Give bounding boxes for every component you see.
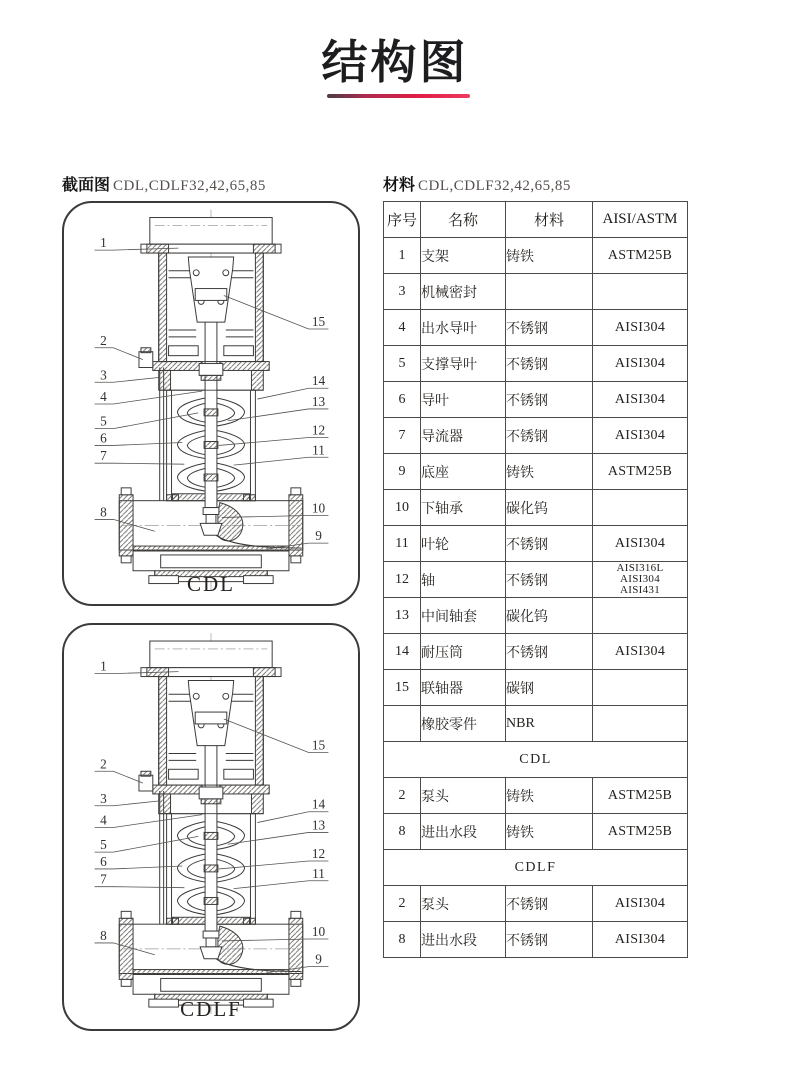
- callout-label: 11: [312, 442, 325, 458]
- cell-material: [506, 274, 593, 310]
- callout-label: 7: [100, 448, 107, 464]
- callout-label: 6: [100, 430, 107, 446]
- cell-standard: ASTM25B: [593, 814, 688, 850]
- cell-standard: AISI304: [593, 418, 688, 454]
- cell-material: 不锈钢: [506, 886, 593, 922]
- col-header-material: 材料: [506, 202, 593, 238]
- callout-label: 5: [100, 413, 107, 429]
- cell-no: 7: [384, 418, 421, 454]
- callout-label: 5: [100, 837, 107, 853]
- diagram-caption: CDLF: [180, 997, 242, 1021]
- cell-standard: [593, 706, 688, 742]
- callout-label: 2: [100, 756, 107, 772]
- callout-label: 14: [311, 796, 326, 812]
- cell-standard: ASTM25B: [593, 238, 688, 274]
- callout-label: 3: [100, 790, 107, 806]
- cross-section-panel: [62, 172, 364, 1031]
- table-row: [384, 490, 688, 526]
- callout-label: 15: [311, 314, 326, 330]
- section-row: [384, 742, 688, 778]
- cell-no: 11: [384, 526, 421, 562]
- cell-name: 支架: [421, 238, 506, 274]
- cell-material: 碳化钨: [506, 490, 593, 526]
- cell-material: 铸铁: [506, 814, 593, 850]
- cell-no: 1: [384, 238, 421, 274]
- cell-standard: AISI304: [593, 346, 688, 382]
- cell-name: 联轴器: [421, 670, 506, 706]
- cell-name: 导流器: [421, 418, 506, 454]
- cell-standard: AISI304: [593, 382, 688, 418]
- cell-no: 4: [384, 310, 421, 346]
- cell-name: 轴: [421, 562, 506, 598]
- callout-label: 12: [311, 422, 326, 438]
- cell-name: 机械密封: [421, 274, 506, 310]
- callout-label: 8: [100, 927, 107, 943]
- cell-no: 14: [384, 634, 421, 670]
- cell-name: 支撑导叶: [421, 346, 506, 382]
- cell-material: NBR: [506, 706, 593, 742]
- cell-standard: [593, 598, 688, 634]
- cell-material: 不锈钢: [506, 634, 593, 670]
- table-row: [384, 454, 688, 490]
- callout-label: 1: [100, 658, 107, 674]
- callout-label: 13: [311, 393, 326, 409]
- callout-label: 1: [100, 235, 107, 251]
- cell-standard: AISI304: [593, 922, 688, 958]
- cell-material: 碳钢: [506, 670, 593, 706]
- cell-name: 出水导叶: [421, 310, 506, 346]
- cell-name: 泵头: [421, 778, 506, 814]
- callout-label: 3: [100, 367, 107, 383]
- callout-label: 2: [100, 332, 107, 348]
- cell-standard: AISI304: [593, 634, 688, 670]
- col-header-standard: AISI/ASTM: [593, 202, 688, 238]
- cell-name: 橡胶零件: [421, 706, 506, 742]
- cell-no: 12: [384, 562, 421, 598]
- table-header-row: [384, 202, 688, 238]
- cross-section-heading: [62, 172, 364, 192]
- cell-no: 6: [384, 382, 421, 418]
- cell-material: 铸铁: [506, 778, 593, 814]
- cell-name: 叶轮: [421, 526, 506, 562]
- cell-material: 不锈钢: [506, 382, 593, 418]
- diagram-box-cdl: [62, 201, 360, 606]
- table-row: [384, 382, 688, 418]
- callout-label: 13: [311, 817, 326, 833]
- materials-table: [383, 201, 688, 958]
- title-underline: [327, 94, 470, 98]
- callout-label: 4: [100, 812, 107, 828]
- cell-standard: ASTM25B: [593, 778, 688, 814]
- table-row: [384, 562, 688, 598]
- cell-name: 下轴承: [421, 490, 506, 526]
- table-row: [384, 526, 688, 562]
- table-row: [384, 706, 688, 742]
- cell-standard: ASTM25B: [593, 454, 688, 490]
- cell-no: 8: [384, 814, 421, 850]
- callout-label: 10: [311, 924, 326, 940]
- materials-heading-models: CDL,CDLF32,42,65,85: [418, 178, 571, 194]
- cell-name: 耐压筒: [421, 634, 506, 670]
- cell-no: 2: [384, 886, 421, 922]
- cell-standard: [593, 274, 688, 310]
- callout-label: 8: [100, 504, 107, 520]
- table-row: [384, 346, 688, 382]
- table-row: [384, 634, 688, 670]
- cell-no: 15: [384, 670, 421, 706]
- table-row: [384, 778, 688, 814]
- cell-no: [384, 706, 421, 742]
- diagram-box-cdlf: [62, 623, 360, 1031]
- cell-standard: [593, 490, 688, 526]
- cell-standard: AISI304: [593, 526, 688, 562]
- callout-label: 14: [311, 373, 326, 389]
- section-label: CDL: [384, 742, 688, 778]
- cell-name: 中间轴套: [421, 598, 506, 634]
- cell-no: 13: [384, 598, 421, 634]
- materials-panel: [383, 172, 687, 958]
- cell-no: 9: [384, 454, 421, 490]
- cell-no: 2: [384, 778, 421, 814]
- pump-cross-section-drawing: [64, 625, 358, 1029]
- callout-label: 6: [100, 853, 107, 869]
- callout-label: 7: [100, 871, 107, 887]
- col-header-name: 名称: [421, 202, 506, 238]
- table-row: [384, 418, 688, 454]
- table-row: [384, 886, 688, 922]
- table-row: [384, 670, 688, 706]
- cell-name: 进出水段: [421, 922, 506, 958]
- materials-heading-label: 材料: [383, 177, 416, 194]
- cell-standard: [593, 670, 688, 706]
- section-label: CDLF: [384, 850, 688, 886]
- cell-name: 泵头: [421, 886, 506, 922]
- cell-standard: AISI316L AISI304 AISI431: [593, 562, 688, 598]
- callout-label: 4: [100, 389, 107, 405]
- cell-material: 不锈钢: [506, 562, 593, 598]
- cell-no: 3: [384, 274, 421, 310]
- cell-material: 不锈钢: [506, 418, 593, 454]
- cross-section-heading-label: 截面图: [62, 177, 111, 194]
- cell-material: 不锈钢: [506, 310, 593, 346]
- callout-label: 9: [315, 951, 322, 967]
- cell-no: 5: [384, 346, 421, 382]
- cell-material: 不锈钢: [506, 922, 593, 958]
- page-title: 结构图: [321, 36, 469, 88]
- table-row: [384, 922, 688, 958]
- col-header-no: 序号: [384, 202, 421, 238]
- cell-standard: AISI304: [593, 310, 688, 346]
- section-row: [384, 850, 688, 886]
- cell-material: 不锈钢: [506, 346, 593, 382]
- cell-name: 底座: [421, 454, 506, 490]
- table-row: [384, 598, 688, 634]
- callout-label: 11: [312, 865, 325, 881]
- callout-label: 15: [311, 737, 326, 753]
- cell-material: 不锈钢: [506, 526, 593, 562]
- table-row: [384, 814, 688, 850]
- cell-no: 8: [384, 922, 421, 958]
- callout-label: 9: [315, 528, 322, 544]
- callout-label: 10: [311, 500, 326, 516]
- diagram-caption: CDL: [187, 572, 235, 596]
- cell-name: 导叶: [421, 382, 506, 418]
- cell-material: 碳化钨: [506, 598, 593, 634]
- cell-material: 铸铁: [506, 238, 593, 274]
- table-row: [384, 238, 688, 274]
- cell-standard: AISI304: [593, 886, 688, 922]
- cell-no: 10: [384, 490, 421, 526]
- pump-cross-section-drawing: [64, 203, 358, 604]
- materials-heading: [383, 172, 687, 192]
- callout-label: 12: [311, 846, 326, 862]
- cell-material: 铸铁: [506, 454, 593, 490]
- cell-name: 进出水段: [421, 814, 506, 850]
- cross-section-heading-models: CDL,CDLF32,42,65,85: [113, 178, 266, 194]
- table-row: [384, 274, 688, 310]
- table-row: [384, 310, 688, 346]
